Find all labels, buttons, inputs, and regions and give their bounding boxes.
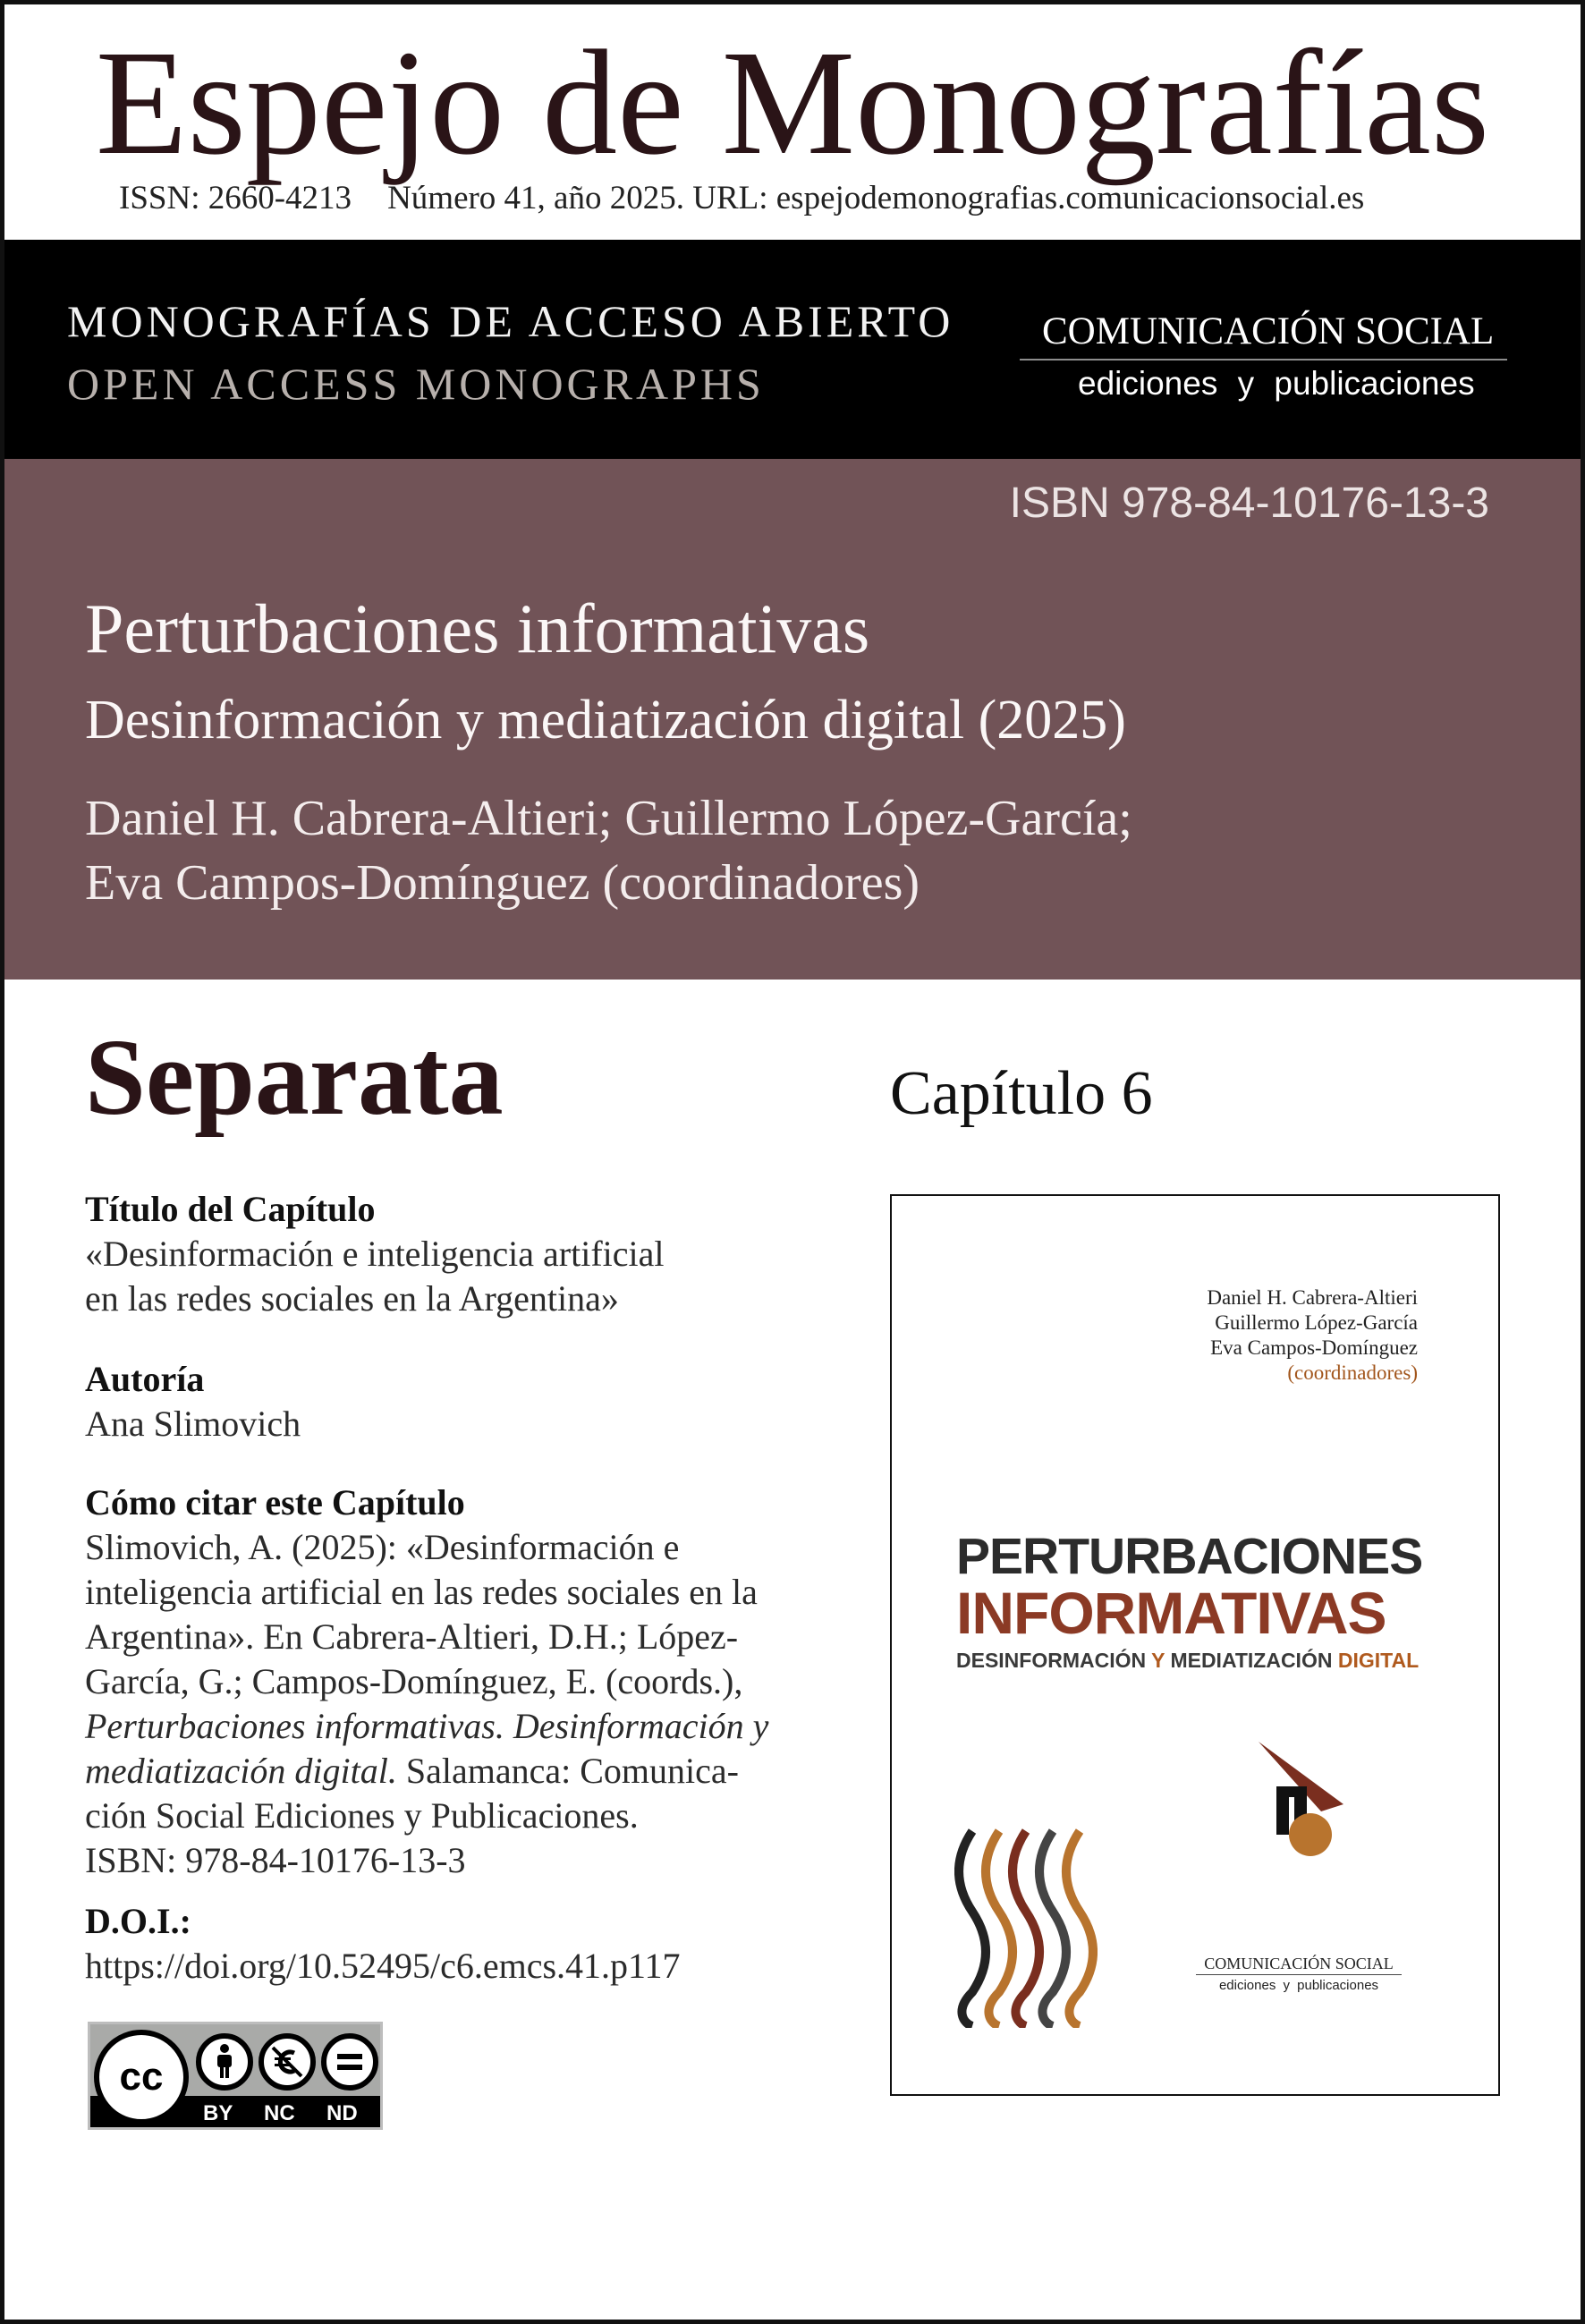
person-icon	[207, 2042, 242, 2082]
publisher-divider	[1020, 359, 1507, 360]
citation-line: García, G.; Campos-Domínguez, E. (coords.),	[85, 1661, 743, 1701]
by-label: BY	[203, 2101, 233, 2125]
by-icon	[196, 2033, 253, 2091]
series-band	[4, 240, 1581, 459]
doi-heading: D.O.I.:	[85, 1901, 191, 1941]
nc-icon	[259, 2033, 316, 2091]
doi-section	[85, 1899, 774, 1989]
citation-heading: Cómo citar este Capítulo	[85, 1482, 465, 1522]
journal-title: Espejo de Monografías	[95, 20, 1490, 186]
publisher-subtitle: ediciones y publicaciones	[1078, 365, 1475, 402]
equals-icon	[334, 2048, 366, 2075]
book-subtitle: Desinformación y mediatización digital (2025)	[85, 690, 1126, 751]
cover-editor: Eva Campos-Domínguez	[1210, 1336, 1418, 1359]
cover-title-line2: INFORMATIVAS	[956, 1580, 1386, 1646]
chapter-title-line1: «Desinformación e inteligencia artificial	[85, 1234, 665, 1274]
book-editors-line1: Daniel H. Cabrera-Altieri; Guillermo López-García;	[85, 791, 1132, 846]
no-euro-icon	[267, 2042, 307, 2082]
citation-roman-part: Salamanca: Comunica-	[396, 1751, 739, 1791]
citation-line: ción Social Ediciones y Publicaciones.	[85, 1795, 639, 1836]
nc-label: NC	[264, 2101, 295, 2125]
nd-label: ND	[326, 2101, 358, 2125]
citation-line: Slimovich, A. (2025): «Desinformación e	[85, 1527, 680, 1567]
journal-meta	[119, 176, 1545, 221]
author-section	[85, 1357, 774, 1446]
citation-book-title-italic: Perturbaciones informativas. Desinformación y	[85, 1706, 769, 1746]
publisher-name: COMUNICACIÓN SOCIAL	[1042, 310, 1495, 352]
citation-italic-part: mediatización digital.	[85, 1751, 397, 1791]
cover-subtitle	[956, 1649, 1419, 1673]
book-band	[4, 459, 1581, 980]
citation-line	[85, 1704, 774, 1749]
chapter-title-line2: en las redes sociales en la Argentina»	[85, 1278, 619, 1319]
dna-helix-icon	[954, 1822, 1098, 2028]
author-name: Ana Slimovich	[85, 1404, 301, 1444]
doi-link[interactable]: https://doi.org/10.52495/c6.emcs.41.p117	[85, 1946, 681, 1986]
series-label-en: OPEN ACCESS MONOGRAPHS	[67, 359, 765, 409]
issn: ISSN: 2660-4213	[119, 180, 352, 216]
cc-license-badge[interactable]	[88, 2022, 383, 2130]
nd-icon	[321, 2033, 378, 2091]
cover-sub-b: MEDIATIZACIÓN	[1170, 1649, 1333, 1672]
citation-section	[85, 1480, 774, 1883]
issue-info: Número 41, año 2025. URL: espejodemonografias.comunicacionsocial.es	[387, 180, 1365, 216]
cover-publisher-name: COMUNICACIÓN SOCIAL	[1204, 1955, 1394, 1972]
cover-sub-a: DESINFORMACIÓN	[956, 1649, 1147, 1672]
citation-line-mixed	[85, 1749, 774, 1794]
cover-editor: Guillermo López-García	[1215, 1311, 1418, 1334]
cover-sub-c: DIGITAL	[1337, 1649, 1420, 1672]
cover-editor: Daniel H. Cabrera-Altieri	[1207, 1286, 1418, 1309]
cover-title-line1: PERTURBACIONES	[956, 1528, 1423, 1585]
publisher-logo-icon	[1259, 1742, 1357, 1867]
citation-line: Argentina». En Cabrera-Altieri, D.H.; López-	[85, 1616, 739, 1657]
cover-sub-y: Y	[1151, 1649, 1165, 1672]
book-title: Perturbaciones informativas	[85, 589, 870, 667]
book-editors-line2: Eva Campos-Domínguez (coordinadores)	[85, 855, 920, 911]
citation-line: inteligencia artificial en las redes sociales en la	[85, 1572, 758, 1612]
author-heading: Autoría	[85, 1359, 205, 1399]
citation-line: ISBN: 978-84-10176-13-3	[85, 1840, 466, 1880]
masthead	[4, 4, 1581, 239]
cover-publisher-subtitle: ediciones y publicaciones	[1218, 1978, 1379, 1993]
book-isbn: ISBN 978-84-10176-13-3	[1009, 479, 1489, 527]
chapter-title-section	[85, 1187, 774, 1321]
separata-heading: Separata	[85, 1017, 504, 1138]
cover-editor-role: (coordinadores)	[1287, 1361, 1418, 1384]
chapter-number: Capítulo 6	[890, 1059, 1153, 1128]
chapter-title-heading: Título del Capítulo	[85, 1189, 376, 1229]
book-cover-image	[890, 1194, 1500, 2096]
series-label-es: MONOGRAFÍAS DE ACCESO ABIERTO	[67, 296, 954, 346]
cc-icon: cc	[94, 2030, 189, 2125]
cover-publisher-divider	[1196, 1974, 1402, 1975]
